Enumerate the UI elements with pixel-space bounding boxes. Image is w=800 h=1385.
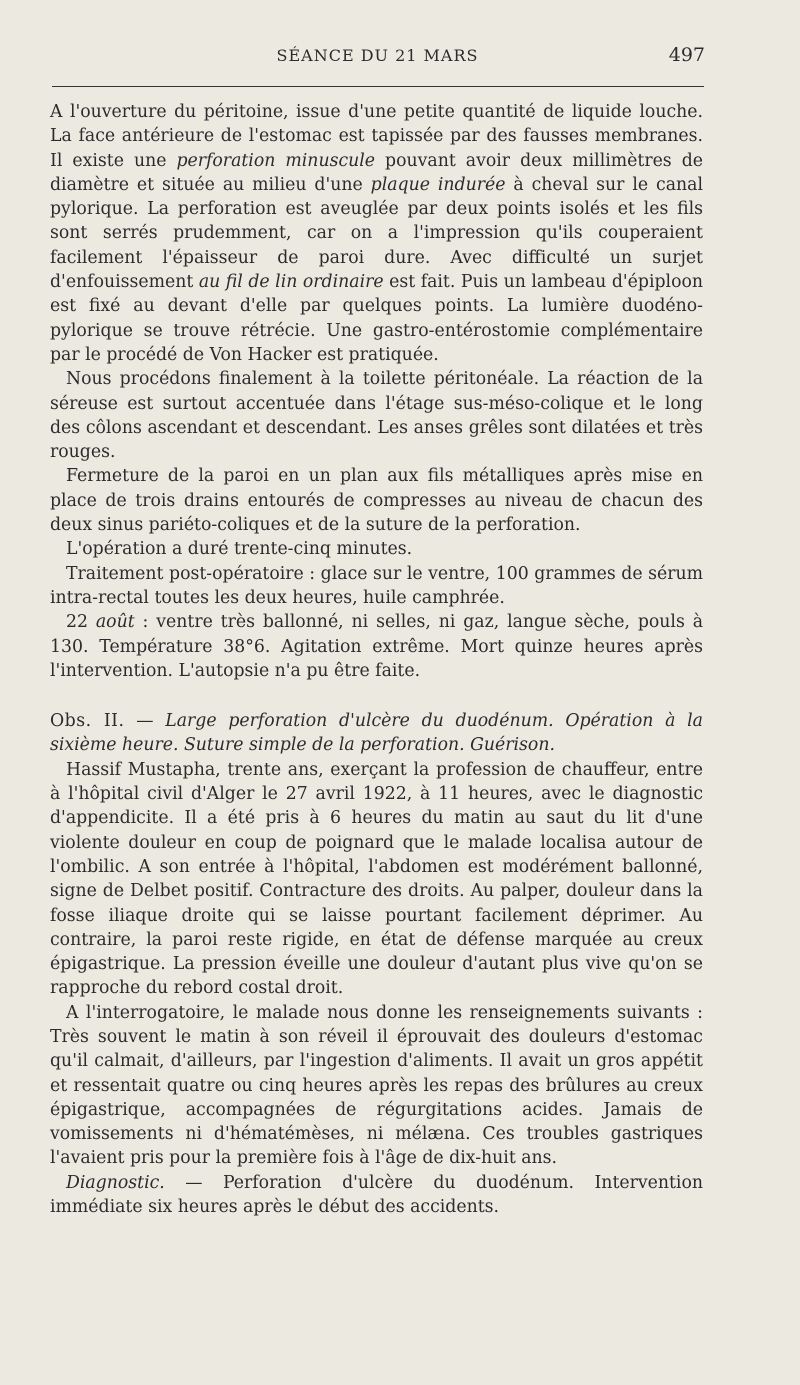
observation-title: Large perforation d'ulcère du duodénum. Opération à la sixième heure. Suture simple de la perforation. Guérison. [50,711,703,756]
paragraph-outcome: 22 août : ventre très ballonné, ni selles, ni gaz, langue sèche, pouls à 130. Température 38°6. Agitation extrême. Mort quinze heures après l'intervention. L'autopsie n'a pu être faite. [50,612,703,681]
observation-heading: Obs. II. — Large perforation d'ulcère du duodénum. Opération à la sixième heure. Suture simple de la perforation. Guérison. [50,711,703,756]
section-gap [50,683,703,709]
paragraph-duration: L'opération a duré trente-cinq minutes. [66,539,413,560]
page-number: 497 [668,44,705,66]
running-head [50,46,705,70]
paragraph-closure: Fermeture de la paroi en un plan aux fils métalliques après mise en place de trois drains entourés de compresses au niveau de chacun des deux sinus pariéto-coliques et de la suture de la perforation. [50,466,703,536]
observation-label: Obs. II. [50,711,125,732]
diagnosis-label: Diagnostic. [66,1172,165,1193]
paragraph-case-history: Hassif Mustapha, trente ans, exerçant la profession de chauffeur, entre à l'hôpital civil d'Alger le 27 avril 1922, à 11 heures, avec le diagnostic d'appendicite. Il a été pris à 6 heures du matin au saut du lit d'une violente douleur en coup de poignard que le malade localisa autour de l'ombilic. A son entrée à l'hôpital, l'abdomen est modérément ballonné, signe de Delbet positif. Contracture des droits. Au palper, douleur dans la fosse iliaque droite qui se laisse pourtant facilement déprimer. Au contraire, la paroi reste rigide, en état de défense marquée au creux épigastrique. La pression éveille une douleur d'autant plus vive qu'on se rapproche du rebord costal droit. [50,759,703,999]
paragraph-operation-findings: A l'ouverture du péritoine, issue d'une petite quantité de liquide louche. La face antérieure de l'estomac est tapissée par des fausses membranes. Il existe une perforation minuscule pouvant avoir deux millimètres de diamètre et située au milieu d'une plaque indurée à cheval sur le canal pylorique. La perforation est aveuglée par deux points isolés et les fils sont serrés prudemment, car on a l'impression qu'ils couperaient facilement l'épaisseur de paroi dure. Avec difficulté un surjet d'enfouissement au fil de lin ordinaire est fait. Puis un lambeau d'épiploon est fixé au devant d'elle par quelques points. La lumière duodéno-pylorique se trouve rétrécie. Une gastro-entérostomie complémentaire par le procédé de Von Hacker est pratiquée. [50,102,704,365]
header-rule [52,86,704,87]
paragraph-peritoneal-toilet: Nous procédons finalement à la toilette péritonéale. La réaction de la séreuse est surtout accentuée dans l'étage sus-méso-colique et le long des côlons ascendant et descendant. Les anses grêles sont dilatées et très rouges. [50,369,703,463]
paragraph-diagnosis: Diagnostic. — Perforation d'ulcère du duodénum. Intervention immédiate six heures après le début des accidents. [50,1172,703,1218]
body-text [50,100,703,1219]
running-title: SÉANCE DU 21 MARS [276,46,479,65]
paragraph-postop-treatment: Traitement post-opératoire : glace sur le ventre, 100 grammes de sérum intra-rectal toutes les deux heures, huile camphrée. [50,563,703,608]
paragraph-interrogation: A l'interrogatoire, le malade nous donne les renseignements suivants : Très souvent le matin à son réveil il éprouvait des douleurs d'estomac qu'il calmait, d'ailleurs, par l'ingestion d'aliments. Il avait un gros appétit et ressentait quatre ou cinq heures après les repas des brûlures au creux épigastrique, accompagnées de régurgitations acides. Jamais de vomissements ni d'hématémèses, ni mélæna. Ces troubles gastriques l'avaient pris pour la première fois à l'âge de dix-huit ans. [50,1002,703,1169]
